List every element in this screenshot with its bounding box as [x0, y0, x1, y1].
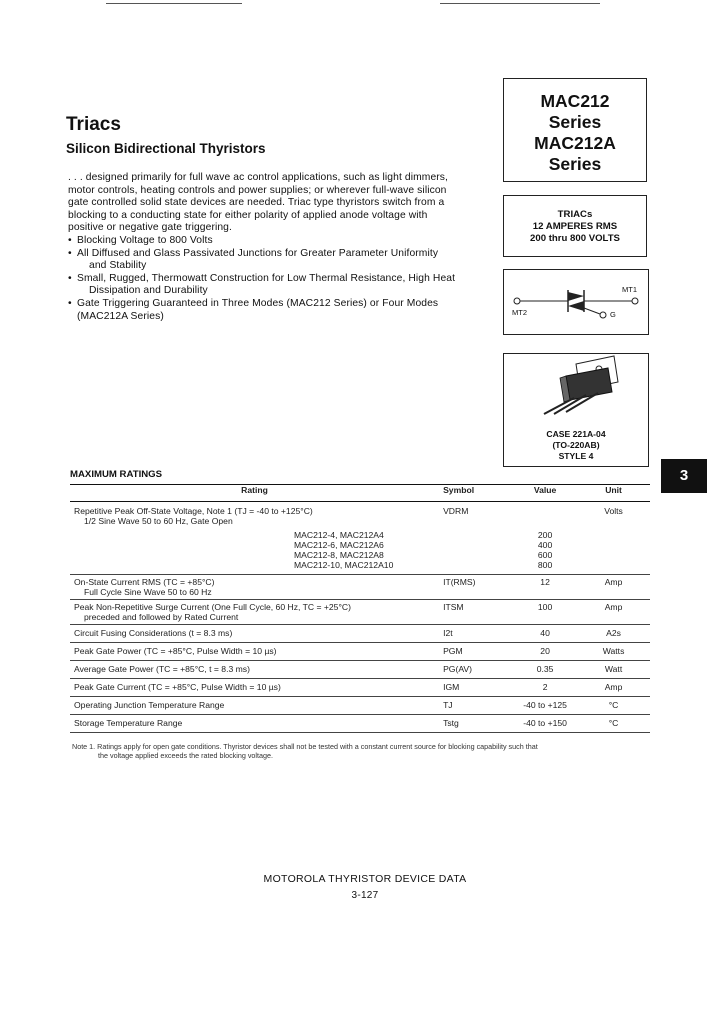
spec-box	[503, 195, 647, 257]
table-row	[70, 697, 650, 715]
rating-cell	[70, 575, 439, 600]
table-row	[70, 530, 650, 540]
device-name: MAC212-10, MAC212A10	[294, 560, 394, 570]
mt2-terminal	[514, 298, 520, 304]
feature-line: Gate Triggering Guaranteed in Three Modes (MAC212 Series) or Four Modes	[77, 297, 439, 309]
symbol-cell	[439, 550, 513, 560]
bullet-icon: •	[68, 297, 72, 309]
device-name: MAC212-4, MAC212A4	[294, 530, 384, 540]
rating-cell: Peak Gate Current (TC = +85°C, Pulse Width = 10 µs)	[70, 679, 439, 697]
value-cell: 20	[513, 643, 577, 661]
symbol-cell: IGM	[439, 679, 513, 697]
section-tab: 3	[661, 459, 707, 493]
value-cell: 100	[513, 600, 577, 625]
symbol-cell	[439, 530, 513, 540]
spec-line: TRIACs	[557, 209, 593, 220]
symbol-cell: IT(RMS)	[439, 575, 513, 600]
value-cell: 600	[537, 550, 553, 560]
rating-line: 1/2 Sine Wave 50 to 60 Hz, Gate Open	[84, 516, 233, 526]
table-row	[70, 625, 650, 643]
feature-bullet	[68, 273, 488, 298]
description-line: . . . designed primarily for full wave ac control applications, such as light dimmers,	[68, 172, 449, 183]
series-line: Series	[548, 154, 602, 174]
gate-label: G	[610, 310, 616, 319]
rating-line: Peak Non-Repetitive Surge Current (One Full Cycle, 60 Hz, TC = +25°C)	[74, 602, 351, 612]
rating-line: Full Cycle Sine Wave 50 to 60 Hz	[84, 587, 212, 597]
value-cell: 12	[513, 575, 577, 600]
ratings-title: MAXIMUM RATINGS	[70, 469, 163, 480]
footnote-line: Note 1. Ratings apply for open gate conditions. Thyristor devices shall not be tested with a constant current source for blocking capability such that	[72, 742, 538, 751]
rating-line: preceded and followed by Rated Current	[84, 612, 239, 622]
device-name: MAC212-8, MAC212A8	[294, 550, 384, 560]
series-line: Series	[548, 112, 602, 132]
page-subtitle: Silicon Bidirectional Thyristors	[66, 141, 266, 156]
table-row	[70, 575, 650, 600]
table-row	[70, 643, 650, 661]
unit-cell	[577, 540, 650, 550]
value-cell: 2	[513, 679, 577, 697]
header-symbol: Symbol	[439, 485, 513, 502]
caption-line: CASE 221A-04	[546, 429, 606, 439]
unit-cell: °C	[577, 715, 650, 733]
symbol-cell: VDRM	[443, 506, 469, 516]
footnote-line: the voltage applied exceeds the rated blocking voltage.	[98, 751, 274, 760]
symbol-cell	[439, 540, 513, 550]
table-row	[70, 550, 650, 560]
unit-cell	[577, 530, 650, 540]
feature-bullet	[68, 298, 488, 323]
feature-line: Dissipation and Durability	[89, 285, 208, 297]
value-cell: 0.35	[513, 661, 577, 679]
header-unit: Unit	[577, 485, 650, 502]
table-row	[70, 540, 650, 550]
package-body	[566, 368, 612, 400]
symbol-cell	[439, 560, 513, 575]
symbol-cell: ITSM	[439, 600, 513, 625]
unit-cell: Volts	[604, 506, 623, 516]
ratings-table	[70, 484, 650, 733]
table-row	[70, 502, 650, 531]
rating-line: Repetitive Peak Off-State Voltage, Note 1 (TJ = -40 to +125°C)	[74, 506, 313, 516]
unit-cell	[577, 560, 650, 575]
triac-diode-2	[568, 301, 584, 311]
mt1-label: MT1	[622, 285, 637, 294]
schematic-box	[503, 269, 649, 335]
feature-line: Small, Rugged, Thermowatt Construction for Low Thermal Resistance, High Heat	[77, 272, 456, 284]
device-cell	[70, 550, 439, 560]
triac-diode-1	[568, 292, 584, 301]
header-value: Value	[513, 485, 577, 502]
value-cell: 800	[513, 560, 577, 575]
package-caption	[504, 429, 648, 462]
unit-cell: °C	[577, 697, 650, 715]
rating-line: On-State Current RMS (TC = +85°C)	[74, 577, 215, 587]
footer-publication: MOTOROLA THYRISTOR DEVICE DATA	[263, 873, 467, 885]
package-box	[503, 353, 649, 467]
mt2-label: MT2	[512, 308, 527, 317]
top-rule-left	[106, 3, 242, 4]
unit-cell: A2s	[577, 625, 650, 643]
triac-symbol-icon	[504, 270, 648, 334]
value-cell	[513, 502, 577, 531]
table-header-row	[70, 485, 650, 502]
table-row	[70, 679, 650, 697]
device-cell	[70, 530, 439, 540]
header-rating: Rating	[70, 485, 439, 502]
rating-cell: Storage Temperature Range	[70, 715, 439, 733]
page-title: Triacs	[66, 114, 121, 135]
spec-line: 200 thru 800 VOLTS	[530, 233, 620, 244]
rating-cell	[70, 502, 439, 531]
device-cell	[70, 540, 439, 550]
to220-package-icon	[504, 354, 648, 424]
unit-cell: Amp	[577, 575, 650, 600]
feature-line: (MAC212A Series)	[77, 310, 164, 322]
spec-line: 12 AMPERES RMS	[532, 221, 618, 232]
feature-bullet	[68, 235, 488, 248]
caption-line: STYLE 4	[558, 451, 594, 461]
unit-cell	[577, 550, 650, 560]
rating-cell: Operating Junction Temperature Range	[70, 697, 439, 715]
symbol-cell: TJ	[439, 697, 513, 715]
table-row	[70, 715, 650, 733]
value-cell: 200	[537, 530, 553, 540]
description-line: blocking to a conducting state for either polarity of applied anode voltage with	[68, 209, 428, 221]
value-cell: -40 to +125	[513, 697, 577, 715]
unit-cell: Amp	[577, 679, 650, 697]
description-line: positive or negative gate triggering.	[68, 222, 232, 234]
top-rule-right	[440, 3, 600, 4]
table-footnote	[72, 742, 652, 760]
symbol-cell: Tstg	[439, 715, 513, 733]
value-cell: -40 to +150	[513, 715, 577, 733]
symbol-cell: PG(AV)	[439, 661, 513, 679]
feature-bullet	[68, 248, 488, 273]
page-number: 3-127	[351, 890, 379, 901]
value-cell: 40	[513, 625, 577, 643]
feature-line: All Diffused and Glass Passivated Junctions for Greater Parameter Uniformity	[77, 247, 439, 259]
rating-cell: Average Gate Power (TC = +85°C, t = 8.3 ms)	[70, 661, 439, 679]
gate-terminal	[600, 312, 606, 318]
bullet-icon: •	[68, 247, 72, 259]
rating-cell: Peak Gate Power (TC = +85°C, Pulse Width = 10 µs)	[70, 643, 439, 661]
table-row	[70, 600, 650, 625]
feature-line: Blocking Voltage to 800 Volts	[77, 234, 213, 246]
table-row	[70, 661, 650, 679]
bullet-icon: •	[68, 272, 72, 284]
unit-cell: Watts	[577, 643, 650, 661]
rating-cell: Circuit Fusing Considerations (t = 8.3 ms)	[70, 625, 439, 643]
value-cell: 400	[537, 540, 553, 550]
rating-cell	[70, 600, 439, 625]
description-line: motor controls, heating controls and power supplies; or wherever full-wave silicon	[68, 184, 447, 196]
gate-lead	[584, 308, 600, 314]
symbol-cell: I2t	[439, 625, 513, 643]
series-line: MAC212	[540, 91, 610, 111]
unit-cell: Amp	[577, 600, 650, 625]
series-box	[503, 78, 647, 182]
caption-line: (TO-220AB)	[552, 440, 600, 450]
symbol-cell: PGM	[439, 643, 513, 661]
table-row	[70, 560, 650, 575]
description-line: gate controlled solid state devices are needed. Triac type thyristors switch from a	[68, 197, 445, 209]
series-line: MAC212A	[534, 133, 616, 153]
description	[68, 172, 488, 323]
bullet-icon: •	[68, 234, 72, 246]
feature-line: and Stability	[89, 260, 147, 272]
unit-cell: Watt	[577, 661, 650, 679]
device-cell	[70, 560, 439, 575]
mt1-terminal	[632, 298, 638, 304]
device-name: MAC212-6, MAC212A6	[294, 540, 384, 550]
